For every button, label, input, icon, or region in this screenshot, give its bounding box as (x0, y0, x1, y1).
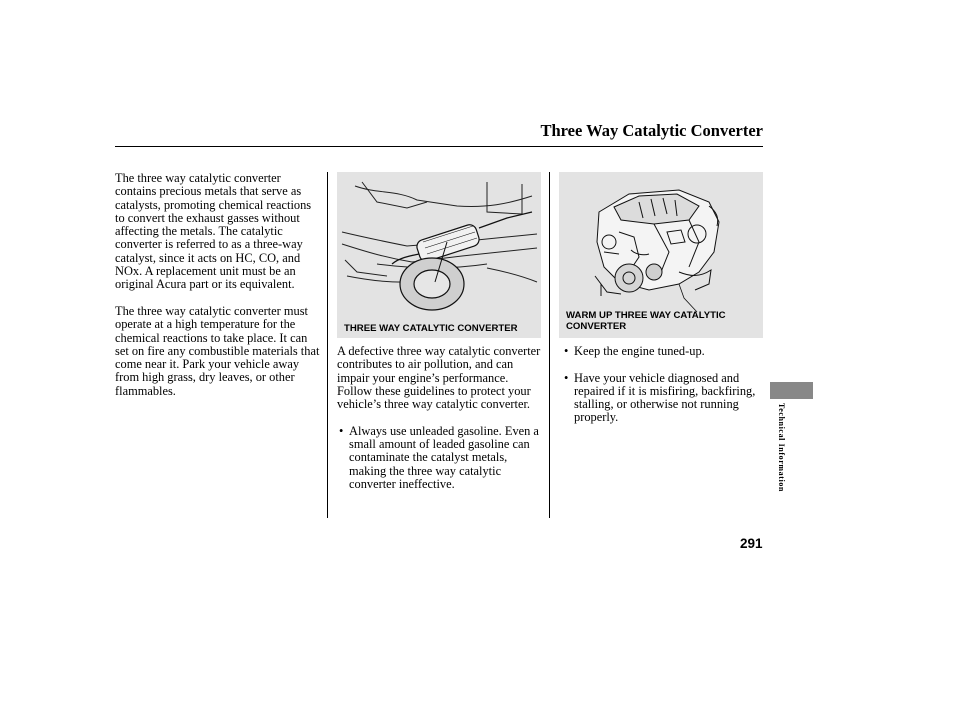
temperature-paragraph: The three way catalytic converter must operate at a high temperature for the chemical reactions to take place. It can set on fire any combustible materials that come near it. Park your vehicle away from high grass, dry leaves, or other flammables. (115, 303, 320, 398)
column-2 (337, 345, 545, 491)
catalytic-converter-figure (337, 172, 541, 338)
figure-caption: THREE WAY CATALYTIC CONVERTER (344, 323, 518, 335)
title-rule (115, 146, 763, 147)
bullet-icon: • (339, 423, 344, 438)
figure-caption: WARM UP THREE WAY CATALYTIC CONVERTER (566, 310, 726, 333)
page-title: Three Way Catalytic Converter (540, 121, 763, 140)
column-divider-1 (327, 172, 328, 518)
section-tab-label: Technical Information (777, 403, 786, 492)
intro-paragraph: The three way catalytic converter contains precious metals that serve as catalysts, promoting chemical reactions to convert the exhaust gasses without affecting the metals. The catalytic converter is referred to as a three-way catalyst, since it acts on HC, CO, and NOx. A replacement unit must be an original Acura part or its equivalent. (115, 171, 312, 292)
bullet-item (562, 345, 762, 358)
page-number: 291 (740, 536, 763, 551)
defective-converter-paragraph: A defective three way catalytic converter contributes to air pollution, and can impair your engine’s performance. Follow these guidelines to protect your vehicle’s three way catalytic converter. (337, 344, 541, 412)
section-tab[interactable] (770, 382, 813, 399)
bullet-text: Have your vehicle diagnosed and repaired if it is misfiring, backfiring, stalling, or otherwise not running properly. (574, 370, 756, 425)
warm-up-converter-figure (559, 172, 763, 338)
bullet-item (337, 425, 545, 491)
column-3 (562, 345, 762, 425)
column-1 (115, 172, 323, 398)
bullet-item (562, 372, 762, 425)
bullet-icon: • (564, 370, 569, 385)
bullet-text: Keep the engine tuned-up. (574, 344, 705, 358)
column-divider-2 (549, 172, 550, 518)
bullet-text: Always use unleaded gasoline. Even a small amount of leaded gasoline can contaminate the catalyst metals, making the three way catalytic converter ineffective. (349, 423, 539, 491)
underbody-illustration (337, 172, 541, 338)
bullet-icon: • (564, 344, 569, 358)
